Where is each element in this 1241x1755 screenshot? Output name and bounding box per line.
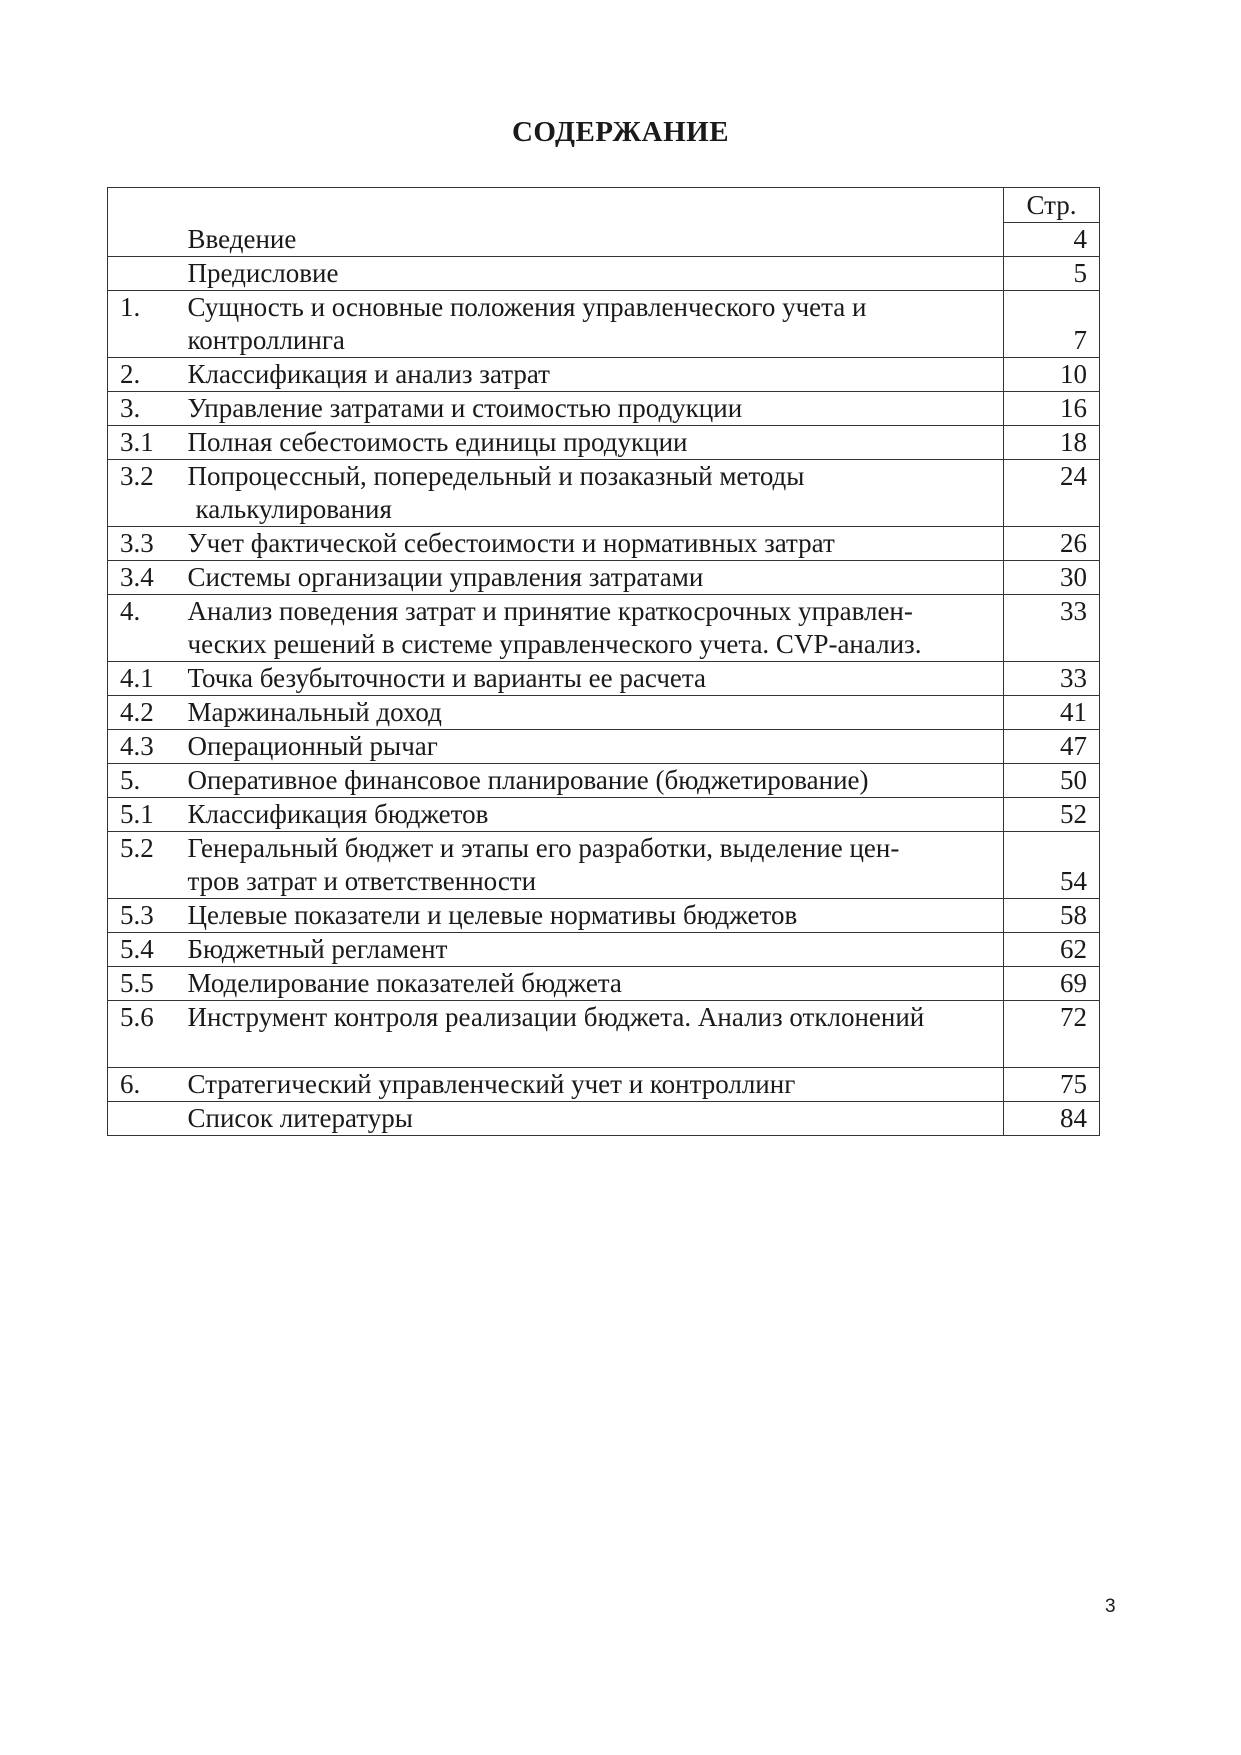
toc-row bbox=[108, 426, 1100, 460]
toc-number: 5.6 bbox=[108, 1001, 178, 1068]
toc-title: Моделирование показателей бюджета bbox=[178, 967, 1004, 1001]
toc-number: 2. bbox=[108, 358, 178, 392]
toc-page: 47 bbox=[1004, 730, 1100, 764]
toc-row bbox=[108, 291, 1100, 358]
toc-title: Точка безубыточности и варианты ее расчета bbox=[178, 662, 1004, 696]
toc-row bbox=[108, 392, 1100, 426]
toc-title: Оперативное финансовое планирование (бюджетирование) bbox=[178, 764, 1004, 798]
toc-title: Сущность и основные положения управленческого учета и контроллинга bbox=[178, 291, 1004, 358]
table-of-contents bbox=[107, 187, 1100, 1136]
toc-title: Попроцессный, попередельный и позаказный методы калькулирования bbox=[178, 460, 1004, 527]
toc-page: 33 bbox=[1004, 595, 1100, 662]
toc-page: 54 bbox=[1004, 832, 1100, 899]
toc-page: 4 bbox=[1004, 223, 1100, 257]
toc-row bbox=[108, 730, 1100, 764]
toc-page: 72 bbox=[1004, 1001, 1100, 1068]
toc-page: 33 bbox=[1004, 662, 1100, 696]
toc-row bbox=[108, 1102, 1100, 1136]
toc-row bbox=[108, 561, 1100, 595]
toc-page: 16 bbox=[1004, 392, 1100, 426]
toc-page: 50 bbox=[1004, 764, 1100, 798]
toc-row bbox=[108, 257, 1100, 291]
toc-number: 4.2 bbox=[108, 696, 178, 730]
toc-row bbox=[108, 832, 1100, 899]
toc-number: 4.3 bbox=[108, 730, 178, 764]
toc-page: 69 bbox=[1004, 967, 1100, 1001]
toc-page: 41 bbox=[1004, 696, 1100, 730]
toc-title: Введение bbox=[178, 223, 1004, 257]
toc-page: 24 bbox=[1004, 460, 1100, 527]
toc-number: 3.3 bbox=[108, 527, 178, 561]
toc-page: 84 bbox=[1004, 1102, 1100, 1136]
toc-title: Целевые показатели и целевые нормативы бюджетов bbox=[178, 899, 1004, 933]
toc-row bbox=[108, 1068, 1100, 1102]
toc-header-blank bbox=[108, 188, 178, 223]
toc-title: Бюджетный регламент bbox=[178, 933, 1004, 967]
toc-number: 5.5 bbox=[108, 967, 178, 1001]
toc-row bbox=[108, 223, 1100, 257]
toc-title: Список литературы bbox=[178, 1102, 1004, 1136]
toc-number: 4. bbox=[108, 595, 178, 662]
toc-number: 5. bbox=[108, 764, 178, 798]
toc-number: 5.2 bbox=[108, 832, 178, 899]
toc-number bbox=[108, 1102, 178, 1136]
toc-row bbox=[108, 967, 1100, 1001]
toc-number: 5.4 bbox=[108, 933, 178, 967]
toc-number: 3.4 bbox=[108, 561, 178, 595]
toc-title: Предисловие bbox=[178, 257, 1004, 291]
toc-number: 4.1 bbox=[108, 662, 178, 696]
page-number: 3 bbox=[1105, 1596, 1116, 1617]
toc-title: Маржинальный доход bbox=[178, 696, 1004, 730]
toc-row bbox=[108, 595, 1100, 662]
toc-number bbox=[108, 257, 178, 291]
toc-title: Учет фактической себестоимости и нормативных затрат bbox=[178, 527, 1004, 561]
toc-title: Классификация бюджетов bbox=[178, 798, 1004, 832]
toc-title: Операционный рычаг bbox=[178, 730, 1004, 764]
toc-title: Инструмент контроля реализации бюджета. Анализ отклонений bbox=[178, 1001, 1004, 1068]
toc-number bbox=[108, 223, 178, 257]
toc-page: 18 bbox=[1004, 426, 1100, 460]
toc-number: 5.3 bbox=[108, 899, 178, 933]
toc-row bbox=[108, 527, 1100, 561]
toc-title: Генеральный бюджет и этапы его разработки, выделение цен- тров затрат и ответственности bbox=[178, 832, 1004, 899]
toc-number: 5.1 bbox=[108, 798, 178, 832]
toc-number: 3. bbox=[108, 392, 178, 426]
toc-title: Стратегический управленческий учет и контроллинг bbox=[178, 1068, 1004, 1102]
toc-page: 5 bbox=[1004, 257, 1100, 291]
toc-row bbox=[108, 764, 1100, 798]
toc-page: 52 bbox=[1004, 798, 1100, 832]
toc-title: Управление затратами и стоимостью продукции bbox=[178, 392, 1004, 426]
toc-row bbox=[108, 933, 1100, 967]
toc-row bbox=[108, 899, 1100, 933]
toc-row bbox=[108, 798, 1100, 832]
toc-number: 3.1 bbox=[108, 426, 178, 460]
toc-page: 10 bbox=[1004, 358, 1100, 392]
toc-row bbox=[108, 460, 1100, 527]
toc-page: 7 bbox=[1004, 291, 1100, 358]
toc-row bbox=[108, 1001, 1100, 1068]
toc-page: 58 bbox=[1004, 899, 1100, 933]
toc-row bbox=[108, 358, 1100, 392]
page-column-header: Стр. bbox=[1004, 188, 1100, 223]
toc-number: 3.2 bbox=[108, 460, 178, 527]
toc-number: 1. bbox=[108, 291, 178, 358]
toc-row bbox=[108, 696, 1100, 730]
toc-title: Анализ поведения затрат и принятие краткосрочных управлен- ческих решений в системе управленческого учета. CVP-анализ. bbox=[178, 595, 1004, 662]
toc-number: 6. bbox=[108, 1068, 178, 1102]
toc-title: Системы организации управления затратами bbox=[178, 561, 1004, 595]
toc-page: 75 bbox=[1004, 1068, 1100, 1102]
toc-page: 30 bbox=[1004, 561, 1100, 595]
toc-title: Классификация и анализ затрат bbox=[178, 358, 1004, 392]
toc-title: Полная себестоимость единицы продукции bbox=[178, 426, 1004, 460]
toc-row bbox=[108, 662, 1100, 696]
page-title: СОДЕРЖАНИЕ bbox=[511, 116, 730, 148]
toc-header-blank bbox=[178, 188, 1004, 223]
toc-page: 62 bbox=[1004, 933, 1100, 967]
toc-page: 26 bbox=[1004, 527, 1100, 561]
